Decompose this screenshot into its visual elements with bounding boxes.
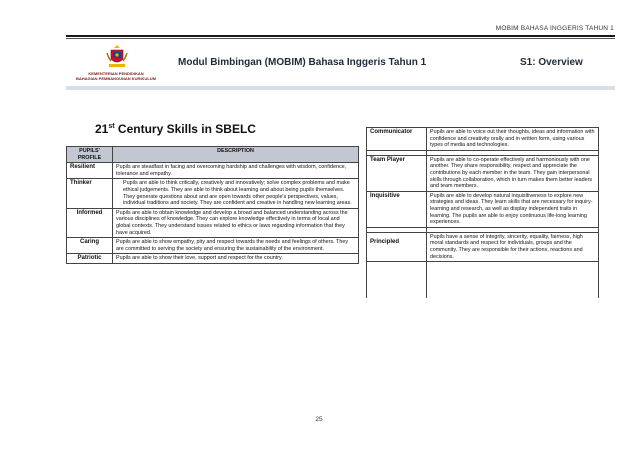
profile-description: Pupils are able to co-operate effectively and harmoniously with one another. They share responsibility, respect and appreciate the contributions by each member in the team. They gain interpersonal skills through collaboration, which in turn makes them better leaders and team members. — [427, 155, 599, 191]
profile-description: Pupils have a sense of integrity, sincerity, equality, fairness, high moral standards and respect for individuals, groups and the community. They are responsible for their actions, reactions and decisions. — [427, 232, 599, 261]
table-row — [367, 155, 599, 191]
malaysia-coat-of-arms-icon — [106, 45, 128, 69]
table-header-row — [67, 147, 359, 163]
profile-name: Caring — [67, 238, 113, 254]
logo-line-1: KEMENTERIAN PENDIDIKAN — [88, 71, 144, 76]
header-cell-description: DESCRIPTION — [113, 147, 359, 163]
profile-description: Pupils are able to develop natural inquisitiveness to explore new strategies and ideas. They learn skills that are necessary for inquiry-learning and research, as well as display independent traits in learning. The pupils are able to enjoy continuous life-long learning experiences. — [427, 191, 599, 227]
header-divider — [66, 86, 615, 90]
table-row — [367, 128, 599, 151]
profile-name: Communicator — [367, 128, 427, 151]
heading-text: Century Skills in SBELC — [114, 122, 256, 136]
profile-description: Pupils are able to obtain knowledge and develop a broad and balanced understanding across the various disciplines of knowledge. They can explore knowledge effectively in terms of local and global contexts. They understand issues related to ethics or laws regarding information that they have acquired. — [113, 208, 359, 237]
profile-description: Pupils are able to voice out their thoughts, ideas and information with confidence and creativity orally and in written form, using various types of media and technologies. — [427, 128, 599, 151]
row-spacer — [367, 262, 599, 299]
profile-name: Informed — [67, 208, 113, 237]
profile-description: Pupils are steadfast in facing and overcoming hardship and challenges with wisdom, confidence, tolerance and empathy. — [113, 163, 359, 179]
profile-name: Patriotic — [67, 254, 113, 264]
profile-name: Resilient — [67, 163, 113, 179]
pupils-profile-table-continued — [366, 127, 599, 298]
table-row — [67, 238, 359, 254]
logo-line-2: BAHAGIAN PEMBANGUNAN KURIKULUM — [76, 76, 156, 81]
top-rule-thin — [66, 38, 615, 39]
heading-superscript: st — [108, 123, 115, 130]
table-row — [67, 208, 359, 237]
table-row — [367, 191, 599, 227]
profile-name: Inquisitive — [367, 191, 427, 227]
pupils-profile-table — [66, 146, 359, 264]
header-cell-profile: PUPILS' PROFILE — [67, 147, 113, 163]
ministry-logo — [66, 45, 166, 87]
page-number: 25 — [315, 416, 323, 423]
heading-number: 21 — [95, 122, 109, 136]
profile-description: Pupils are able to think critically, creatively and innovatively; solve complex problems and make ethical judgements. They are able to think about learning and about being pupils themselves. They generate questions about and are open towards other people's perspectives, values, individual traditions and society. They are confident and creative in handling new learning areas. — [113, 179, 359, 208]
profile-description: Pupils are able to show empathy, pity and respect towards the needs and feelings of others. They are committed to serving the society and ensuring the sustainability of the environment. — [113, 238, 359, 254]
table-row — [67, 179, 359, 208]
table-row — [67, 163, 359, 179]
table-row — [67, 254, 359, 264]
profile-name: Team Player — [367, 155, 427, 191]
profile-name: Principled — [367, 232, 427, 261]
profile-name: Thinker — [67, 179, 113, 208]
running-head: MOBIM BAHASA INGGERIS TAHUN 1 — [495, 25, 614, 32]
profile-description: Pupils are able to show their love, support and respect for the country. — [113, 254, 359, 264]
section-heading — [95, 122, 256, 136]
table-row — [367, 232, 599, 261]
module-title: Modul Bimbingan (MOBIM) Bahasa Inggeris Tahun 1 — [178, 57, 427, 68]
top-rule — [66, 35, 615, 37]
section-tag: S1: Overview — [520, 57, 583, 68]
